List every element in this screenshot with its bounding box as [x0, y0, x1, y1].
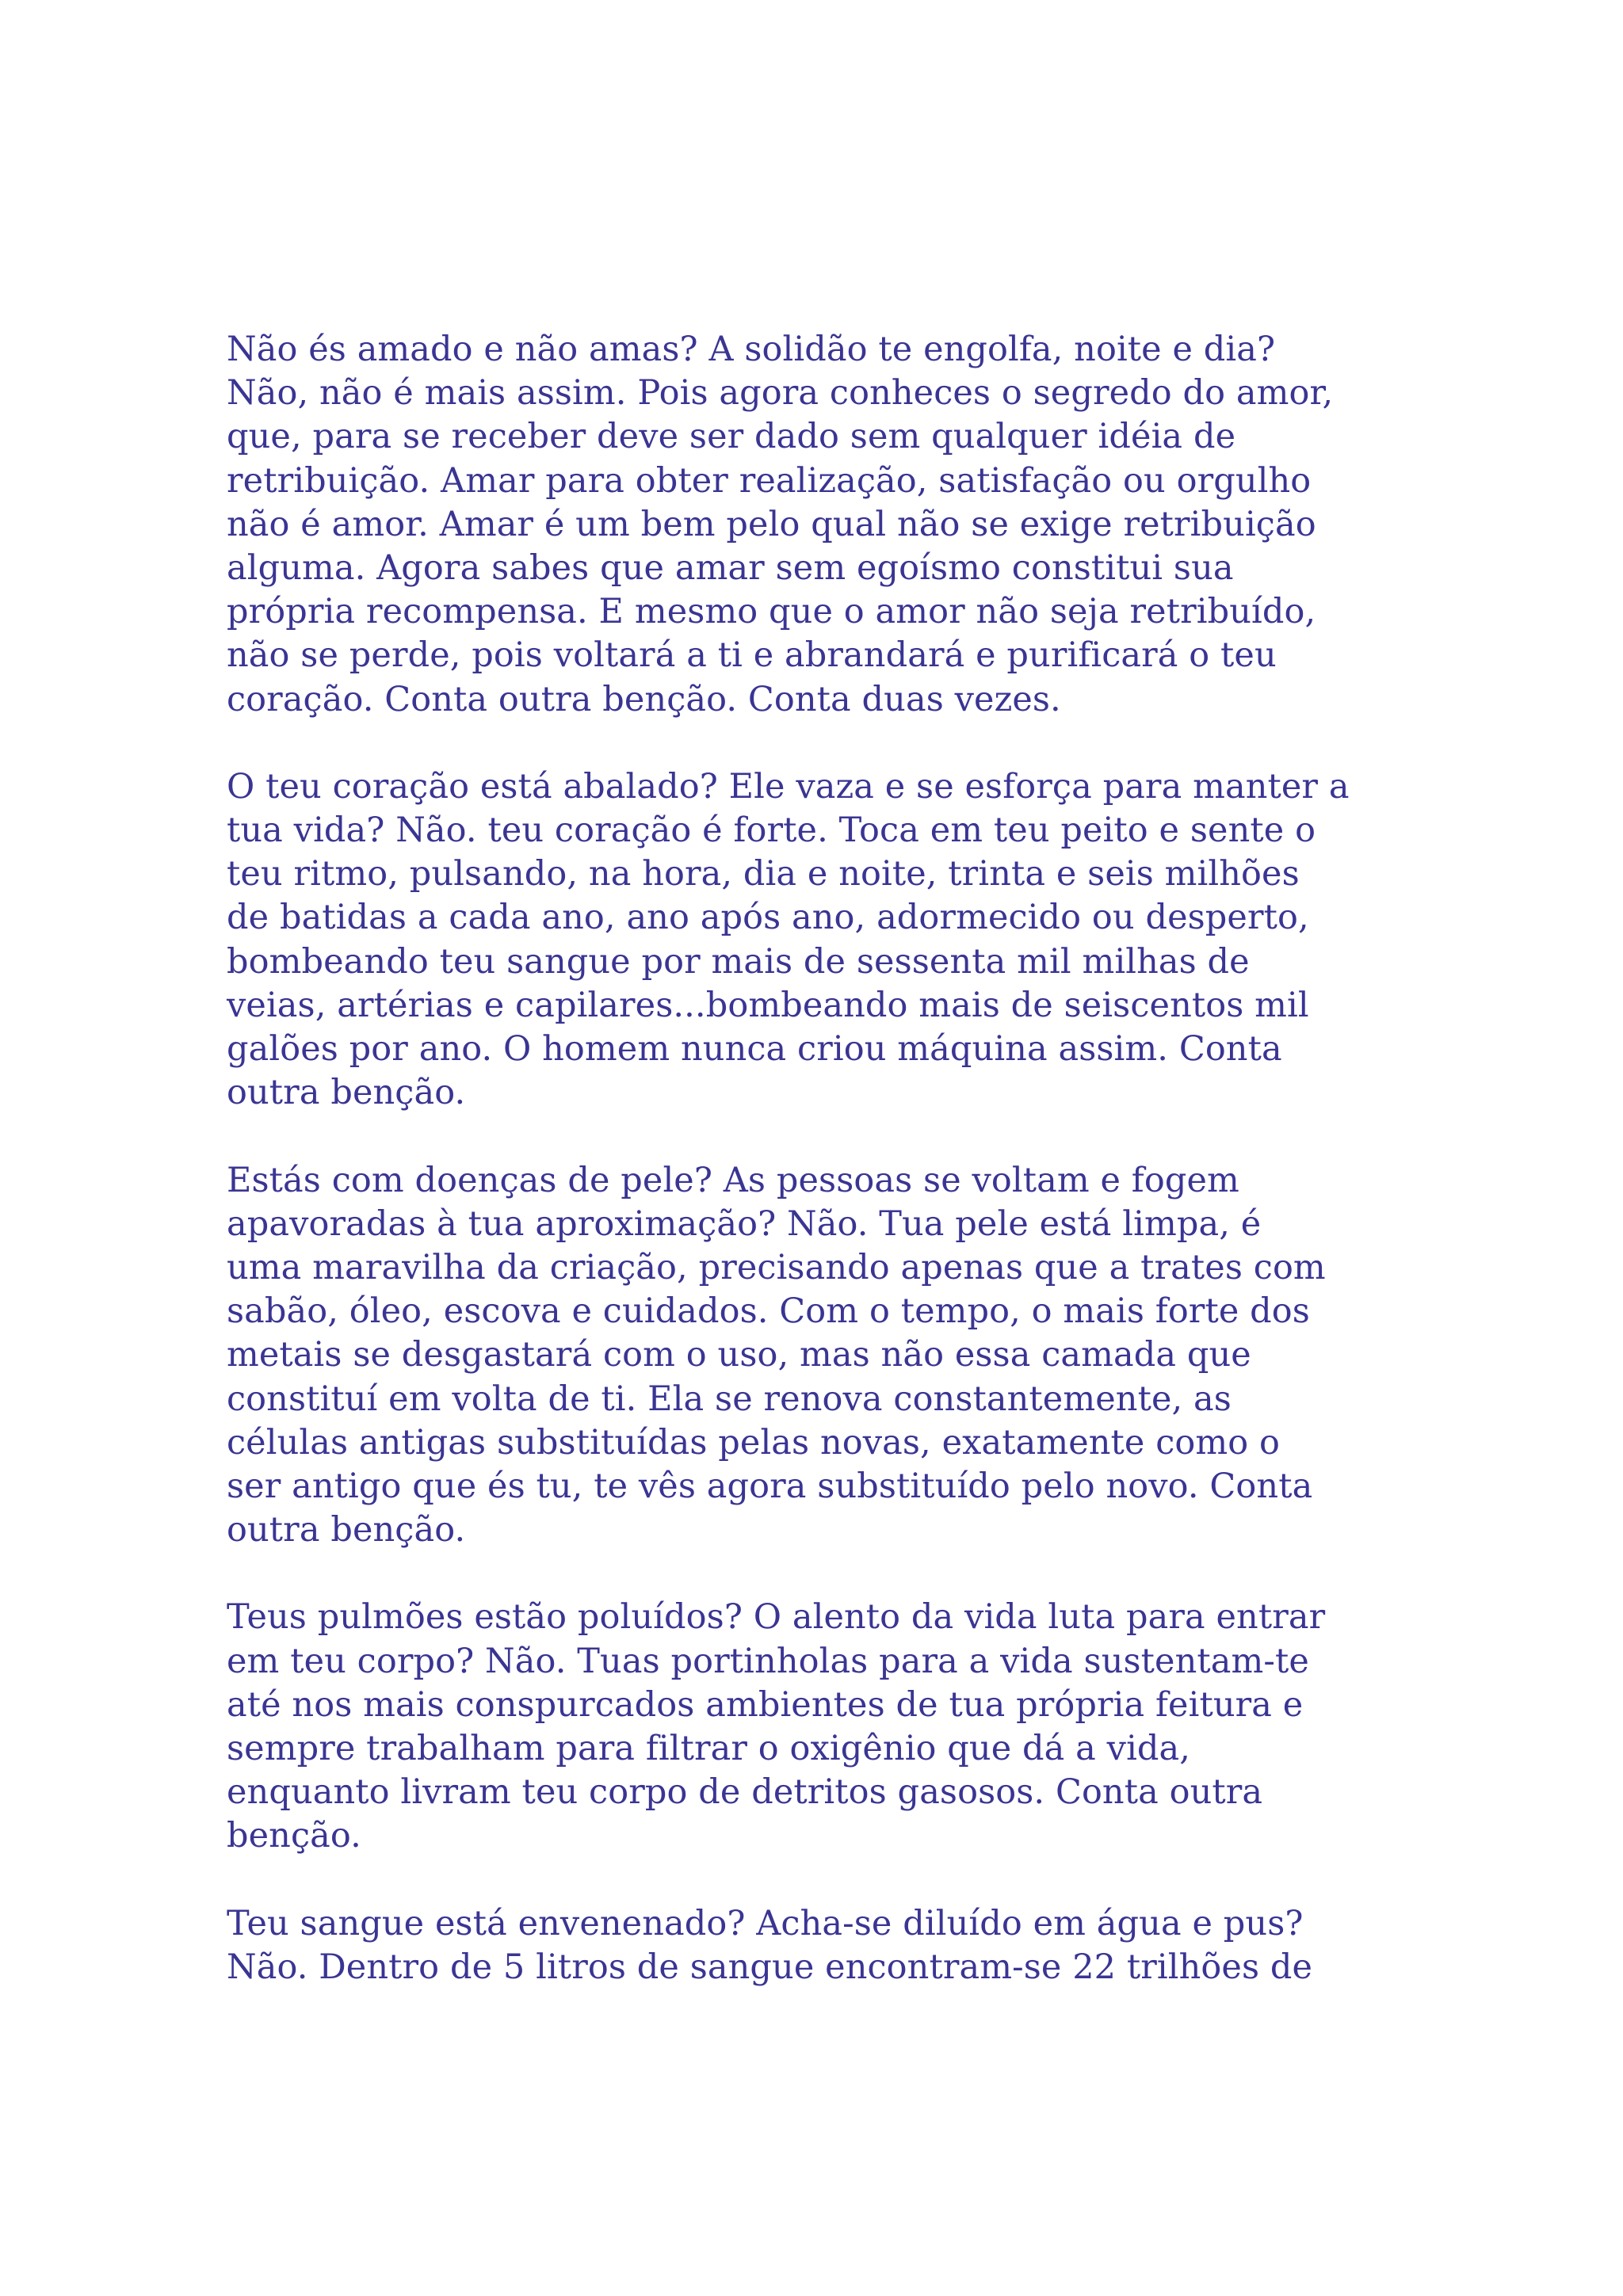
text-line: veias, artérias e capilares...bombeando mais de seiscentos mil: [227, 985, 1309, 1025]
text-line: outra benção.: [227, 1073, 466, 1113]
text-line: benção.: [227, 1816, 361, 1856]
text-line: galões por ano. O homem nunca criou máquina assim. Conta: [227, 1029, 1282, 1069]
text-line: enquanto livram teu corpo de detritos gasosos. Conta outra: [227, 1772, 1263, 1813]
paragraph-skin: [227, 1159, 1431, 1553]
text-line: outra benção.: [227, 1510, 466, 1550]
text-line: apavoradas à tua aproximação? Não. Tua pele está limpa, é: [227, 1203, 1262, 1244]
text-line: bombeando teu sangue por mais de sessenta mil milhas de: [227, 941, 1250, 982]
text-line: sabão, óleo, escova e cuidados. Com o tempo, o mais forte dos: [227, 1291, 1310, 1332]
text-line: de batidas a cada ano, ano após ano, adormecido ou desperto,: [227, 898, 1309, 938]
text-line: alguma. Agora sabes que amar sem egoísmo constitui sua: [227, 547, 1234, 588]
text-line: metais se desgastará com o uso, mas não essa camada que: [227, 1335, 1251, 1375]
text-line: Não és amado e não amas? A solidão te engolfa, noite e dia?: [227, 330, 1276, 369]
text-line: Não. Dentro de 5 litros de sangue encontram-se 22 trilhões de: [227, 1947, 1313, 1987]
text-line: até nos mais conspurcados ambientes de tua própria feitura e: [227, 1684, 1304, 1725]
text-line: ser antigo que és tu, te vês agora substituído pelo novo. Conta: [227, 1466, 1313, 1506]
text-line: O teu coração está abalado? Ele vaza e se esforça para manter a: [227, 766, 1350, 807]
text-line: Teu sangue está envenenado? Acha-se diluído em água e pus?: [227, 1903, 1304, 1943]
text-line: coração. Conta outra benção. Conta duas vezes.: [227, 679, 1061, 719]
paragraph-blood: [227, 1902, 1431, 1989]
text-line: tua vida? Não. teu coração é forte. Toca em teu peito e sente o: [227, 810, 1316, 851]
body-text: [227, 328, 1431, 2033]
text-line: células antigas substituídas pelas novas, exatamente como o: [227, 1422, 1281, 1463]
text-line: em teu corpo? Não. Tuas portinholas para a vida sustentam-te: [227, 1641, 1309, 1681]
text-line: não se perde, pois voltará a ti e abrandará e purificará o teu: [227, 635, 1277, 676]
text-line: sempre trabalham para filtrar o oxigênio que dá a vida,: [227, 1729, 1191, 1768]
paragraph-love: [227, 328, 1431, 722]
text-line: retribuição. Amar para obter realização, satisfação ou orgulho: [227, 460, 1312, 501]
paragraph-lungs: [227, 1596, 1431, 1858]
text-line: Teus pulmões estão poluídos? O alento da vida luta para entrar: [227, 1597, 1326, 1638]
text-line: uma maravilha da criação, precisando apenas que a trates com: [227, 1247, 1326, 1287]
text-line: Não, não é mais assim. Pois agora conheces o segredo do amor,: [227, 373, 1334, 414]
paragraph-heart: [227, 765, 1431, 1116]
text-line: teu ritmo, pulsando, na hora, dia e noite, trinta e seis milhões: [227, 854, 1300, 894]
text-line: não é amor. Amar é um bem pelo qual não se exige retribuição: [227, 504, 1316, 544]
text-line: Estás com doenças de pele? As pessoas se voltam e fogem: [227, 1160, 1239, 1200]
text-line: própria recompensa. E mesmo que o amor não seja retribuído,: [227, 592, 1316, 632]
text-line: constituí em volta de ti. Ela se renova constantemente, as: [227, 1379, 1232, 1419]
text-line: que, para se receber deve ser dado sem qualquer idéia de: [227, 417, 1236, 457]
